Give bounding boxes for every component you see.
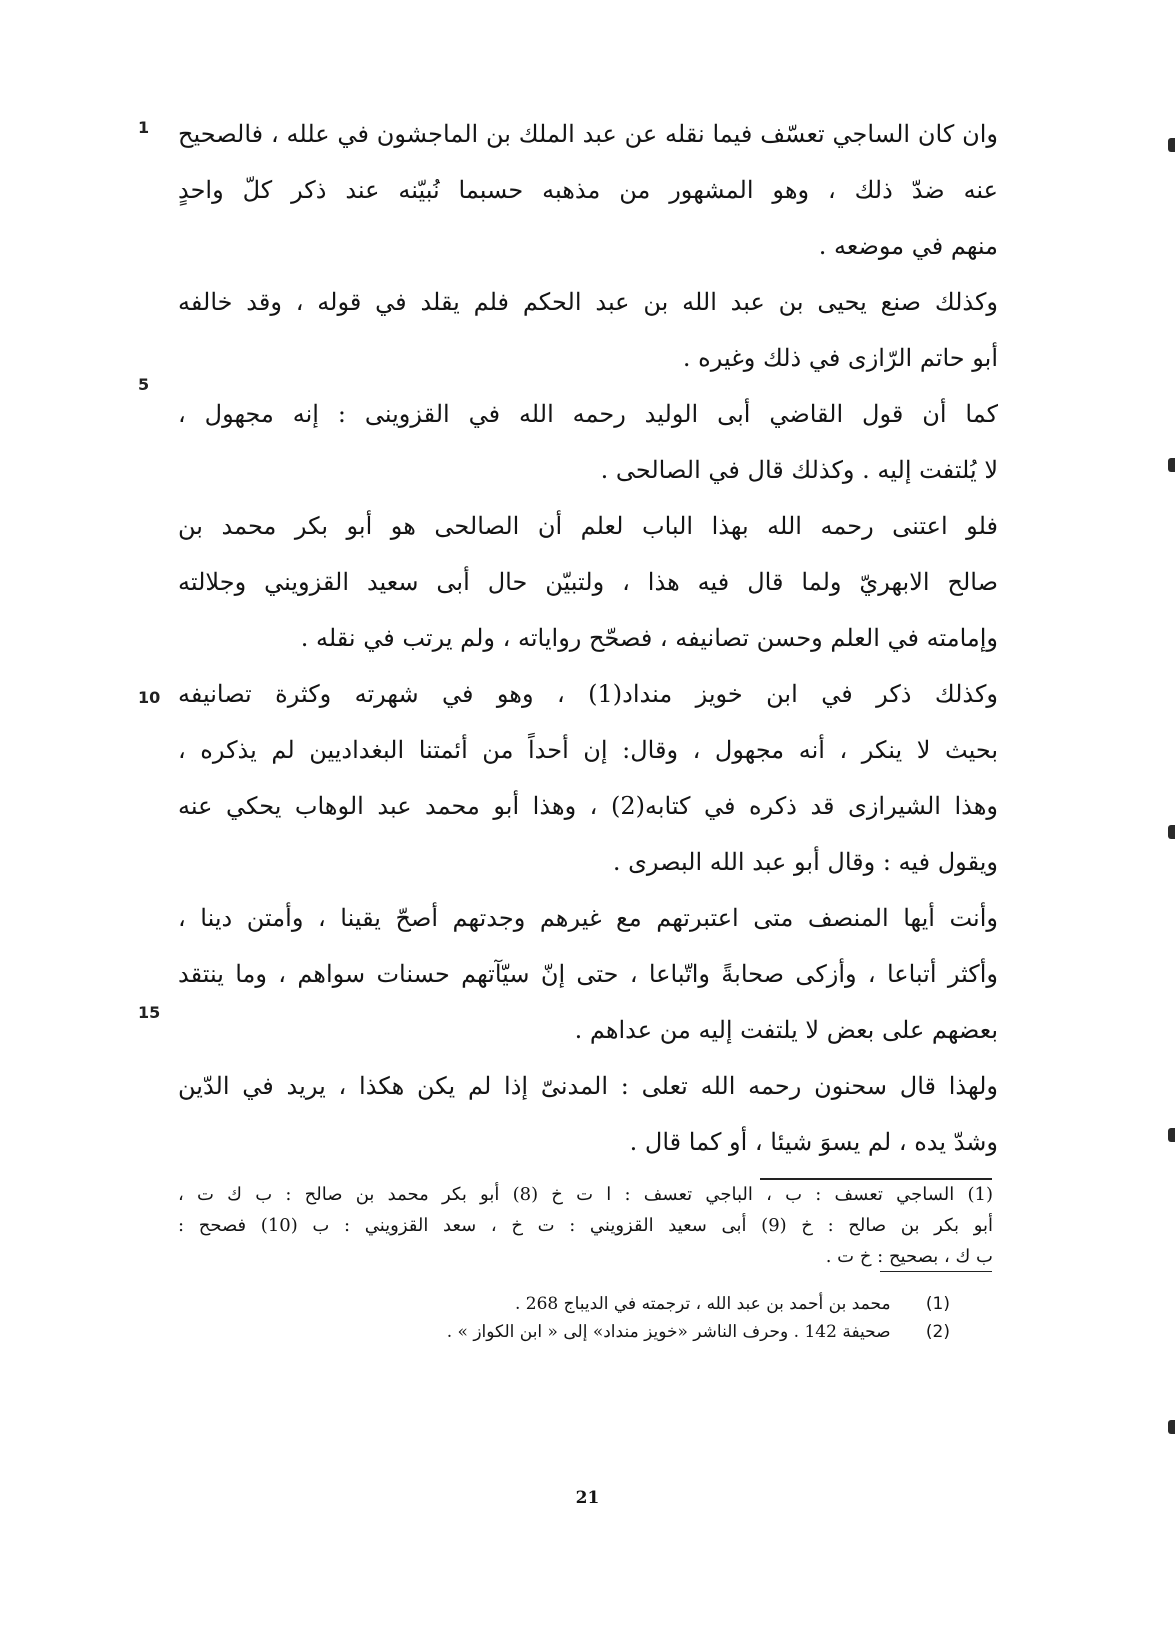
text-line: أبو حاتم الرّازى في ذلك وغيره . <box>682 344 998 372</box>
binding-mark <box>1168 458 1175 472</box>
binding-mark <box>1168 1128 1175 1142</box>
variant-line: (1) الساجي تعسف : ب ، الباجي تعسف : ا ت خ (8) أبو بكر محمد بن صالح : ب ك ت ، <box>178 1184 993 1205</box>
footnote <box>330 1318 950 1346</box>
variant-underline <box>880 1271 992 1272</box>
text-line: ويقول فيه : وقال أبو عبد الله البصرى . <box>612 848 998 876</box>
line-number: 5 <box>138 375 150 394</box>
text-line: منهم في موضعه . <box>818 232 998 260</box>
text-line: فلو اعتنى رحمه الله بهذا الباب لعلم أن الصالحى هو أبو بكر محمد بن <box>178 512 998 540</box>
text-line: ولهذا قال سحنون رحمه الله تعلى : المدنىّ إذا لم يكن هكذا ، يريد في الدّين <box>178 1072 998 1100</box>
text-line: وأنت أيها المنصف متى اعتبرتهم مع غيرهم وجدتهم أصحّ يقينا ، وأمتن دينا ، <box>178 904 998 932</box>
variant-line: ب ك ، بصحيح : خ ت . <box>825 1246 993 1267</box>
text-line: وشدّ يده ، لم يسوَ شيئا ، أو كما قال . <box>629 1128 998 1156</box>
variant-line: أبو بكر بن صالح : خ (9) أبى سعيد القزويني : ت خ ، سعد القزويني : ب (10) فصحح : <box>178 1215 993 1236</box>
text-line: وإمامته في العلم وحسن تصانيفه ، فصحّح رواياته ، ولم يرتب في نقله . <box>300 624 998 652</box>
line-number: 15 <box>138 1003 161 1022</box>
footnotes <box>330 1290 950 1346</box>
line-number: 1 <box>138 118 150 137</box>
line-number: 10 <box>138 688 161 707</box>
text-line: كما أن قول القاضي أبى الوليد رحمه الله في القزوينى : إنه مجهول ، <box>178 400 998 428</box>
text-line: بعضهم على بعض لا يلتفت إليه من عداهم . <box>574 1016 998 1044</box>
footnote-text: محمد بن أحمد بن عبد الله ، ترجمته في الديباج 268 . <box>514 1294 891 1314</box>
text-line: لا يُلتفت إليه . وكذلك قال في الصالحى . <box>600 456 998 484</box>
footnote-number: (1) <box>925 1294 950 1314</box>
text-line: وان كان الساجي تعسّف فيما نقله عن عبد الملك بن الماجشون في علله ، فالصحيح <box>178 120 998 148</box>
text-line: عنه ضدّ ذلك ، وهو المشهور من مذهبه حسبما نُبيّنه عند ذكر كلّ واحدٍ <box>178 176 998 204</box>
text-line: وهذا الشيرازى قد ذكره في كتابه(2) ، وهذا أبو محمد عبد الوهاب يحكي عنه <box>178 792 998 820</box>
binding-mark <box>1168 1420 1175 1434</box>
binding-mark <box>1168 138 1175 152</box>
footnote-number: (2) <box>925 1322 950 1342</box>
footnote <box>330 1290 950 1318</box>
binding-mark <box>1168 825 1175 839</box>
text-line: صالح الابهريّ ولما قال فيه هذا ، ولتبيّن حال أبى سعيد القزويني وجلالته <box>178 568 998 596</box>
text-line: وكذلك ذكر في ابن خويز منداد(1) ، وهو في شهرته وكثرة تصانيفه <box>178 680 998 708</box>
page-number: 21 <box>575 1488 600 1508</box>
text-line: وكذلك صنع يحيى بن عبد الله بن عبد الحكم فلم يقلد في قوله ، وقد خالفه <box>178 288 998 316</box>
text-line: وأكثر أتباعا ، وأزكى صحابةً واتّباعا ، حتى إنّ سيّآتهم حسنات سواهم ، وما ينتقد <box>178 960 998 988</box>
text-line: بحيث لا ينكر ، أنه مجهول ، وقال: إن أحداً من أئمتنا البغداديين لم يذكره ، <box>178 736 998 764</box>
footnote-text: صحيفة 142 . وحرف الناشر «خويز منداد» إلى « ابن الكواز » . <box>446 1322 891 1342</box>
